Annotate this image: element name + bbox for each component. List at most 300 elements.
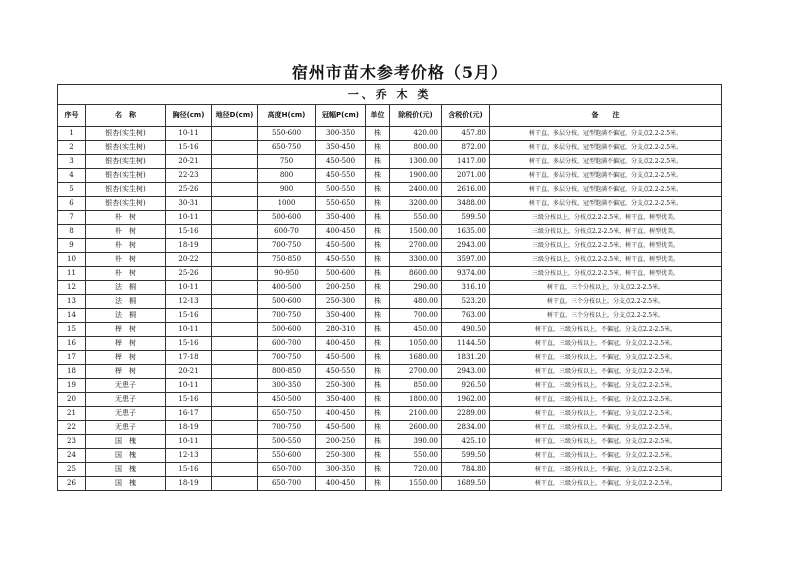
header-crown: 冠幅P(cm) (316, 105, 366, 127)
cell-height: 600-70 (258, 225, 316, 239)
cell-dbh: 18-19 (166, 421, 212, 435)
table-row (58, 155, 722, 169)
cell-note: 树干直，多层分枝，冠型饱满不偏冠，分支点2.2-2.5米。 (490, 183, 722, 197)
cell-no: 8 (58, 225, 86, 239)
cell-unit: 株 (366, 211, 390, 225)
cell-dbh: 12-13 (166, 295, 212, 309)
header-row (58, 105, 722, 127)
cell-height: 750 (258, 155, 316, 169)
cell-price-inc-tax: 1417.00 (442, 155, 490, 169)
cell-no: 12 (58, 281, 86, 295)
cell-height: 700-750 (258, 309, 316, 323)
cell-crown: 450-500 (316, 239, 366, 253)
cell-height: 750-850 (258, 253, 316, 267)
cell-price-ex-tax: 450.00 (390, 323, 442, 337)
cell-crown: 500-600 (316, 267, 366, 281)
cell-height: 650-750 (258, 141, 316, 155)
table-row (58, 309, 722, 323)
cell-name: 国 槐 (86, 463, 166, 477)
cell-price-ex-tax: 1050.00 (390, 337, 442, 351)
table-row (58, 337, 722, 351)
cell-no: 18 (58, 365, 86, 379)
cell-dbh: 25-26 (166, 183, 212, 197)
cell-crown: 350-400 (316, 309, 366, 323)
cell-note: 树干直，三级分枝以上，不偏冠，分支点2.2-2.5米。 (490, 393, 722, 407)
table-row (58, 449, 722, 463)
cell-no: 9 (58, 239, 86, 253)
cell-height: 300-350 (258, 379, 316, 393)
cell-price-inc-tax: 316.10 (442, 281, 490, 295)
price-table (57, 84, 722, 491)
cell-ground-diameter (212, 421, 258, 435)
cell-price-ex-tax: 2700.00 (390, 239, 442, 253)
section-row (58, 85, 722, 105)
table-row (58, 211, 722, 225)
cell-name: 法 桐 (86, 295, 166, 309)
cell-name: 榉 树 (86, 337, 166, 351)
cell-price-inc-tax: 872.00 (442, 141, 490, 155)
cell-no: 21 (58, 407, 86, 421)
cell-crown: 450-500 (316, 155, 366, 169)
cell-note: 树干直，多层分枝，冠型饱满不偏冠，分支点2.2-2.5米。 (490, 155, 722, 169)
cell-price-inc-tax: 425.10 (442, 435, 490, 449)
cell-name: 朴 树 (86, 239, 166, 253)
cell-unit: 株 (366, 253, 390, 267)
cell-price-ex-tax: 720.00 (390, 463, 442, 477)
cell-note: 三级分枝以上，分枝点2.2-2.5米，树干直，树型优美。 (490, 253, 722, 267)
cell-height: 90-950 (258, 267, 316, 281)
cell-height: 650-700 (258, 477, 316, 491)
cell-note: 树干直，三个分枝以上，分支点2.2-2.5米。 (490, 295, 722, 309)
cell-note: 三级分枝以上，分枝点2.2-2.5米，树干直，树型优美。 (490, 225, 722, 239)
cell-price-ex-tax: 1800.00 (390, 393, 442, 407)
table-row (58, 379, 722, 393)
cell-crown: 250-300 (316, 379, 366, 393)
cell-unit: 株 (366, 225, 390, 239)
cell-height: 700-750 (258, 351, 316, 365)
cell-no: 17 (58, 351, 86, 365)
cell-no: 11 (58, 267, 86, 281)
cell-dbh: 12-13 (166, 449, 212, 463)
cell-ground-diameter (212, 393, 258, 407)
cell-unit: 株 (366, 127, 390, 141)
cell-dbh: 20-22 (166, 253, 212, 267)
cell-ground-diameter (212, 295, 258, 309)
cell-crown: 300-350 (316, 463, 366, 477)
cell-crown: 250-300 (316, 449, 366, 463)
cell-price-inc-tax: 1635.00 (442, 225, 490, 239)
header-price-inc-tax: 含税价(元) (442, 105, 490, 127)
cell-height: 550-600 (258, 127, 316, 141)
cell-crown: 450-550 (316, 169, 366, 183)
cell-note: 树干直，多层分枝，冠型饱满不偏冠，分支点2.2-2.5米。 (490, 141, 722, 155)
cell-dbh: 17-18 (166, 351, 212, 365)
cell-note: 树干直，三级分枝以上，不偏冠，分支点2.2-2.5米。 (490, 407, 722, 421)
cell-price-ex-tax: 2100.00 (390, 407, 442, 421)
cell-price-inc-tax: 784.80 (442, 463, 490, 477)
cell-price-ex-tax: 1300.00 (390, 155, 442, 169)
cell-price-ex-tax: 1500.00 (390, 225, 442, 239)
cell-note: 树干直，多层分枝，冠型饱满不偏冠，分支点2.2-2.5米。 (490, 169, 722, 183)
cell-dbh: 20-21 (166, 365, 212, 379)
cell-ground-diameter (212, 435, 258, 449)
table-row (58, 267, 722, 281)
cell-dbh: 15-16 (166, 141, 212, 155)
cell-dbh: 10-11 (166, 281, 212, 295)
cell-note: 树干直，三级分枝以上，不偏冠，分支点2.2-2.5米。 (490, 365, 722, 379)
cell-ground-diameter (212, 211, 258, 225)
cell-name: 银杏(实生树) (86, 197, 166, 211)
header-ground-diameter: 地径D(cm) (212, 105, 258, 127)
cell-ground-diameter (212, 337, 258, 351)
cell-note: 树干直，三级分枝以上，不偏冠，分支点2.2-2.5米。 (490, 463, 722, 477)
header-note: 备 注 (490, 105, 722, 127)
cell-crown: 200-250 (316, 281, 366, 295)
cell-note: 三级分枝以上，分枝点2.2-2.5米，树干直，树型优美。 (490, 239, 722, 253)
cell-price-inc-tax: 599.50 (442, 449, 490, 463)
cell-no: 22 (58, 421, 86, 435)
cell-no: 13 (58, 295, 86, 309)
cell-unit: 株 (366, 407, 390, 421)
cell-crown: 300-350 (316, 127, 366, 141)
cell-height: 650-700 (258, 463, 316, 477)
cell-ground-diameter (212, 267, 258, 281)
cell-ground-diameter (212, 407, 258, 421)
cell-dbh: 20-21 (166, 155, 212, 169)
cell-no: 16 (58, 337, 86, 351)
cell-height: 700-750 (258, 239, 316, 253)
table-row (58, 365, 722, 379)
cell-name: 无患子 (86, 407, 166, 421)
cell-no: 2 (58, 141, 86, 155)
cell-price-ex-tax: 550.00 (390, 211, 442, 225)
cell-price-ex-tax: 420.00 (390, 127, 442, 141)
cell-price-inc-tax: 490.50 (442, 323, 490, 337)
cell-unit: 株 (366, 463, 390, 477)
cell-dbh: 10-11 (166, 435, 212, 449)
cell-name: 国 槐 (86, 477, 166, 491)
cell-ground-diameter (212, 169, 258, 183)
cell-note: 树干直，三级分枝以上，不偏冠，分支点2.2-2.5米。 (490, 477, 722, 491)
cell-unit: 株 (366, 239, 390, 253)
cell-dbh: 16-17 (166, 407, 212, 421)
cell-crown: 350-400 (316, 393, 366, 407)
table-row (58, 281, 722, 295)
cell-crown: 350-450 (316, 141, 366, 155)
cell-price-inc-tax: 2289.00 (442, 407, 490, 421)
cell-crown: 200-250 (316, 435, 366, 449)
cell-crown: 450-500 (316, 351, 366, 365)
cell-no: 1 (58, 127, 86, 141)
cell-height: 550-600 (258, 449, 316, 463)
cell-height: 500-600 (258, 295, 316, 309)
cell-crown: 400-450 (316, 225, 366, 239)
table-row (58, 407, 722, 421)
cell-ground-diameter (212, 141, 258, 155)
cell-height: 500-550 (258, 435, 316, 449)
cell-no: 4 (58, 169, 86, 183)
table-row (58, 463, 722, 477)
cell-unit: 株 (366, 351, 390, 365)
cell-height: 500-600 (258, 211, 316, 225)
cell-no: 23 (58, 435, 86, 449)
cell-name: 银杏(实生树) (86, 127, 166, 141)
table-row (58, 351, 722, 365)
cell-unit: 株 (366, 365, 390, 379)
header-unit: 单位 (366, 105, 390, 127)
cell-price-ex-tax: 2700.00 (390, 365, 442, 379)
cell-ground-diameter (212, 379, 258, 393)
cell-crown: 550-650 (316, 197, 366, 211)
table-row (58, 169, 722, 183)
cell-dbh: 15-16 (166, 225, 212, 239)
cell-unit: 株 (366, 379, 390, 393)
cell-no: 26 (58, 477, 86, 491)
cell-unit: 株 (366, 477, 390, 491)
cell-ground-diameter (212, 127, 258, 141)
cell-no: 14 (58, 309, 86, 323)
cell-dbh: 15-16 (166, 309, 212, 323)
cell-ground-diameter (212, 323, 258, 337)
cell-price-inc-tax: 523.20 (442, 295, 490, 309)
cell-note: 树干直，多层分枝，冠型饱满不偏冠，分支点2.2-2.5米。 (490, 127, 722, 141)
cell-crown: 400-450 (316, 407, 366, 421)
cell-price-inc-tax: 9374.00 (442, 267, 490, 281)
cell-no: 24 (58, 449, 86, 463)
cell-name: 法 桐 (86, 281, 166, 295)
cell-note: 树干直，三级分枝以上，不偏冠，分支点2.2-2.5米。 (490, 337, 722, 351)
cell-crown: 450-550 (316, 365, 366, 379)
cell-unit: 株 (366, 421, 390, 435)
cell-ground-diameter (212, 449, 258, 463)
cell-name: 无患子 (86, 393, 166, 407)
cell-ground-diameter (212, 239, 258, 253)
cell-no: 7 (58, 211, 86, 225)
cell-crown: 400-450 (316, 477, 366, 491)
cell-unit: 株 (366, 267, 390, 281)
cell-height: 400-500 (258, 281, 316, 295)
cell-unit: 株 (366, 141, 390, 155)
cell-dbh: 10-11 (166, 323, 212, 337)
cell-price-ex-tax: 1680.00 (390, 351, 442, 365)
cell-dbh: 10-11 (166, 127, 212, 141)
header-height: 高度H(cm) (258, 105, 316, 127)
cell-name: 朴 树 (86, 211, 166, 225)
cell-height: 900 (258, 183, 316, 197)
cell-price-inc-tax: 3597.00 (442, 253, 490, 267)
table-row (58, 253, 722, 267)
cell-ground-diameter (212, 197, 258, 211)
cell-price-ex-tax: 800.00 (390, 141, 442, 155)
cell-price-inc-tax: 1689.50 (442, 477, 490, 491)
table-row (58, 421, 722, 435)
cell-unit: 株 (366, 435, 390, 449)
cell-ground-diameter (212, 463, 258, 477)
cell-name: 银杏(实生树) (86, 183, 166, 197)
cell-ground-diameter (212, 365, 258, 379)
cell-price-inc-tax: 1831.20 (442, 351, 490, 365)
cell-note: 三级分枝以上，分枝点2.2-2.5米，树干直，树型优美。 (490, 267, 722, 281)
cell-height: 800 (258, 169, 316, 183)
cell-unit: 株 (366, 449, 390, 463)
cell-note: 树干直，三个分枝以上，分支点2.2-2.5米。 (490, 281, 722, 295)
table-row (58, 239, 722, 253)
cell-crown: 350-400 (316, 211, 366, 225)
cell-dbh: 18-19 (166, 477, 212, 491)
cell-crown: 450-500 (316, 421, 366, 435)
cell-ground-diameter (212, 351, 258, 365)
cell-name: 榉 树 (86, 323, 166, 337)
cell-note: 树干直，三级分枝以上，不偏冠，分支点2.2-2.5米。 (490, 435, 722, 449)
cell-dbh: 15-16 (166, 337, 212, 351)
cell-name: 法 桐 (86, 309, 166, 323)
cell-name: 无患子 (86, 421, 166, 435)
cell-name: 国 槐 (86, 449, 166, 463)
page-title: 宿州市苗木参考价格（5月） (291, 63, 509, 82)
table-row (58, 127, 722, 141)
header-dbh: 胸径(cm) (166, 105, 212, 127)
cell-price-inc-tax: 1144.50 (442, 337, 490, 351)
table-row (58, 435, 722, 449)
cell-price-ex-tax: 390.00 (390, 435, 442, 449)
cell-price-ex-tax: 700.00 (390, 309, 442, 323)
table-row (58, 225, 722, 239)
cell-crown: 250-300 (316, 295, 366, 309)
cell-height: 650-750 (258, 407, 316, 421)
cell-ground-diameter (212, 477, 258, 491)
cell-unit: 株 (366, 183, 390, 197)
cell-dbh: 18-19 (166, 239, 212, 253)
cell-price-ex-tax: 3200.00 (390, 197, 442, 211)
cell-no: 19 (58, 379, 86, 393)
cell-unit: 株 (366, 197, 390, 211)
cell-price-inc-tax: 3488.00 (442, 197, 490, 211)
cell-crown: 500-550 (316, 183, 366, 197)
cell-height: 450-500 (258, 393, 316, 407)
cell-dbh: 22-23 (166, 169, 212, 183)
cell-no: 5 (58, 183, 86, 197)
cell-crown: 400-450 (316, 337, 366, 351)
cell-ground-diameter (212, 309, 258, 323)
cell-name: 榉 树 (86, 351, 166, 365)
cell-unit: 株 (366, 323, 390, 337)
cell-unit: 株 (366, 337, 390, 351)
cell-no: 25 (58, 463, 86, 477)
cell-no: 20 (58, 393, 86, 407)
table-row (58, 393, 722, 407)
cell-name: 朴 树 (86, 225, 166, 239)
cell-height: 800-850 (258, 365, 316, 379)
cell-name: 银杏(实生树) (86, 141, 166, 155)
cell-note: 树干直，三级分枝以上，不偏冠，分支点2.2-2.5米。 (490, 323, 722, 337)
cell-price-inc-tax: 763.00 (442, 309, 490, 323)
cell-price-inc-tax: 599.50 (442, 211, 490, 225)
table-row (58, 141, 722, 155)
section-title: 一、乔 木 类 (58, 85, 722, 105)
cell-unit: 株 (366, 309, 390, 323)
cell-price-ex-tax: 2400.00 (390, 183, 442, 197)
cell-height: 1000 (258, 197, 316, 211)
cell-price-ex-tax: 8600.00 (390, 267, 442, 281)
cell-dbh: 30-31 (166, 197, 212, 211)
header-name: 名 称 (86, 105, 166, 127)
table-row (58, 197, 722, 211)
cell-price-ex-tax: 550.00 (390, 449, 442, 463)
cell-price-inc-tax: 2616.00 (442, 183, 490, 197)
cell-unit: 株 (366, 169, 390, 183)
cell-unit: 株 (366, 295, 390, 309)
cell-unit: 株 (366, 155, 390, 169)
cell-price-ex-tax: 3300.00 (390, 253, 442, 267)
cell-crown: 280-310 (316, 323, 366, 337)
cell-price-inc-tax: 1962.00 (442, 393, 490, 407)
header-price-ex-tax: 除税价(元) (390, 105, 442, 127)
cell-name: 朴 树 (86, 253, 166, 267)
cell-crown: 450-550 (316, 253, 366, 267)
cell-note: 树干直，三个分枝以上，分支点2.2-2.5米。 (490, 309, 722, 323)
cell-ground-diameter (212, 155, 258, 169)
cell-height: 600-700 (258, 337, 316, 351)
cell-dbh: 15-16 (166, 393, 212, 407)
cell-no: 10 (58, 253, 86, 267)
cell-price-inc-tax: 2071.00 (442, 169, 490, 183)
table-row (58, 183, 722, 197)
cell-price-inc-tax: 2943.00 (442, 239, 490, 253)
cell-dbh: 10-11 (166, 379, 212, 393)
cell-ground-diameter (212, 281, 258, 295)
cell-price-ex-tax: 850.00 (390, 379, 442, 393)
cell-price-inc-tax: 2834.00 (442, 421, 490, 435)
cell-name: 朴 树 (86, 267, 166, 281)
cell-height: 500-600 (258, 323, 316, 337)
cell-price-ex-tax: 480.00 (390, 295, 442, 309)
cell-price-inc-tax: 2943.00 (442, 365, 490, 379)
cell-name: 无患子 (86, 379, 166, 393)
cell-no: 15 (58, 323, 86, 337)
cell-note: 树干直，三级分枝以上，不偏冠，分支点2.2-2.5米。 (490, 351, 722, 365)
cell-no: 6 (58, 197, 86, 211)
cell-height: 700-750 (258, 421, 316, 435)
cell-note: 树干直，三级分枝以上，不偏冠，分支点2.2-2.5米。 (490, 379, 722, 393)
cell-price-inc-tax: 926.50 (442, 379, 490, 393)
cell-note: 树干直，多层分枝，冠型饱满不偏冠，分支点2.2-2.5米。 (490, 197, 722, 211)
cell-note: 三级分枝以上，分枝点2.2-2.5米，树干直，树型优美。 (490, 211, 722, 225)
cell-dbh: 15-16 (166, 463, 212, 477)
cell-unit: 株 (366, 393, 390, 407)
cell-ground-diameter (212, 253, 258, 267)
cell-unit: 株 (366, 281, 390, 295)
cell-name: 银杏(实生树) (86, 169, 166, 183)
cell-dbh: 10-11 (166, 211, 212, 225)
table-row (58, 323, 722, 337)
table-row (58, 477, 722, 491)
cell-price-ex-tax: 290.00 (390, 281, 442, 295)
cell-name: 榉 树 (86, 365, 166, 379)
table-row (58, 295, 722, 309)
cell-price-ex-tax: 2600.00 (390, 421, 442, 435)
cell-note: 树干直，三级分枝以上，不偏冠，分支点2.2-2.5米。 (490, 449, 722, 463)
cell-dbh: 25-26 (166, 267, 212, 281)
cell-price-inc-tax: 457.80 (442, 127, 490, 141)
cell-note: 树干直，三级分枝以上，不偏冠，分支点2.2-2.5米。 (490, 421, 722, 435)
cell-no: 3 (58, 155, 86, 169)
cell-name: 银杏(实生树) (86, 155, 166, 169)
cell-ground-diameter (212, 225, 258, 239)
cell-ground-diameter (212, 183, 258, 197)
cell-name: 国 槐 (86, 435, 166, 449)
header-no: 序号 (58, 105, 86, 127)
cell-price-ex-tax: 1550.00 (390, 477, 442, 491)
